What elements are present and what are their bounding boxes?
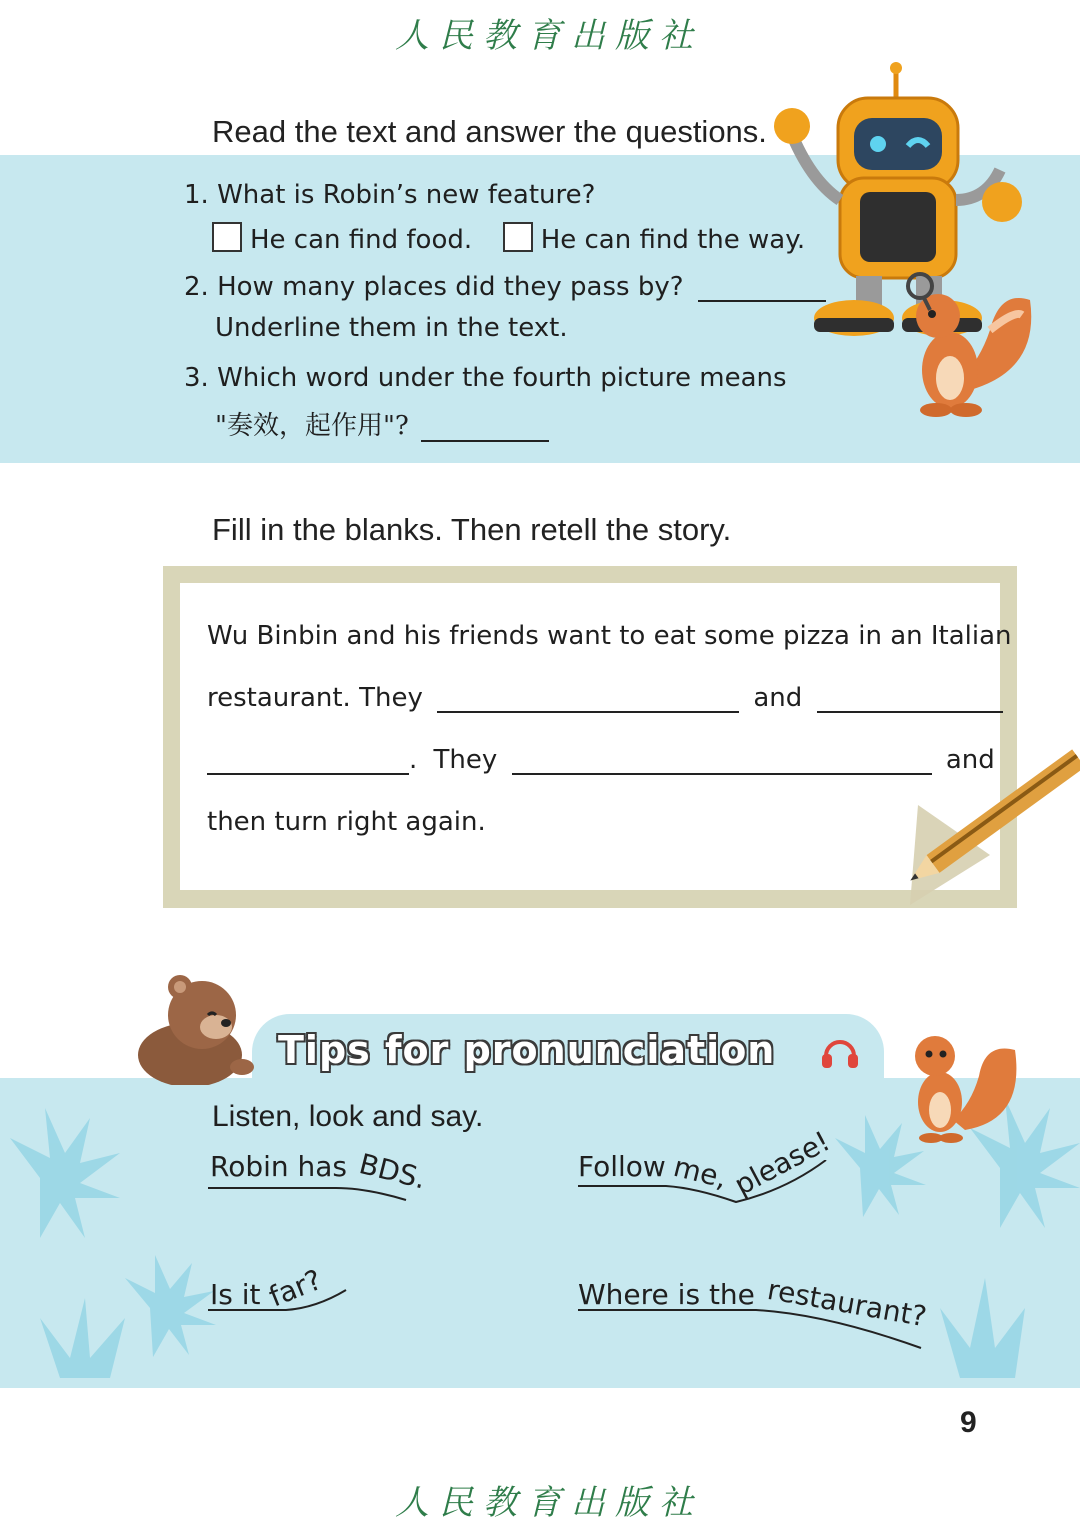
phrase-follow-me-please: Follow me, please! — [578, 1124, 836, 1202]
squirrel-illustration-top — [890, 270, 1040, 420]
intonation-line-4 — [576, 1300, 926, 1352]
fill-heading: Fill in the blanks. Then retell the story. — [212, 512, 732, 547]
story-blank-4[interactable] — [512, 749, 932, 775]
page-number: 9 — [960, 1406, 977, 1439]
story-line-4: then turn right again. — [207, 807, 486, 837]
question-1: 1. What is Robin’s new feature? — [184, 180, 596, 210]
option-checkbox-way[interactable] — [503, 222, 533, 252]
intonation-line-2 — [576, 1160, 836, 1210]
headphones-icon — [818, 1030, 862, 1074]
question-1-options — [212, 222, 805, 255]
listen-instruction: Listen, look and say. — [212, 1100, 484, 1133]
read-heading: Read the text and answer the questions. — [212, 114, 767, 149]
story-line-2: restaurant. They and — [207, 683, 1003, 713]
publisher-mark-bottom: 人民教育出版社 — [395, 1483, 703, 1523]
story-blank-3[interactable] — [207, 749, 409, 775]
intonation-line-3 — [206, 1282, 356, 1316]
story-line-1: Wu Binbin and his friends want to eat some pizza in an Italian — [207, 621, 1012, 651]
phrase-where-is-the-restaurant: Where is the restaurant? — [578, 1272, 929, 1334]
question-2-line2: Underline them in the text. — [215, 313, 568, 343]
story-line-3: . They and — [207, 745, 995, 775]
answer-blank-q3[interactable] — [421, 416, 549, 442]
story-blank-2[interactable] — [817, 687, 1003, 713]
publisher-mark-top: 人民教育出版社 — [395, 16, 703, 56]
phrase-robin-has-bds: Robin has BDS. — [210, 1147, 430, 1196]
option-way-label: He can find the way. — [540, 225, 806, 255]
phrase-is-it-far: Is it far? — [210, 1262, 327, 1314]
intonation-line-1 — [206, 1182, 416, 1204]
tips-title: Tips for pronunciation — [278, 1028, 776, 1072]
question-3-line2: "奏效，起作用"? — [215, 405, 549, 442]
question-2: 2. How many places did they pass by? — [184, 272, 826, 302]
pencil-illustration — [890, 745, 1080, 910]
story-blank-1[interactable] — [437, 687, 739, 713]
option-food-label: He can find food. — [250, 225, 473, 255]
question-3: 3. Which word under the fourth picture means — [184, 363, 787, 393]
option-checkbox-food[interactable] — [212, 222, 242, 252]
bear-illustration — [130, 975, 260, 1085]
squirrel-illustration-bottom — [895, 1030, 1025, 1145]
